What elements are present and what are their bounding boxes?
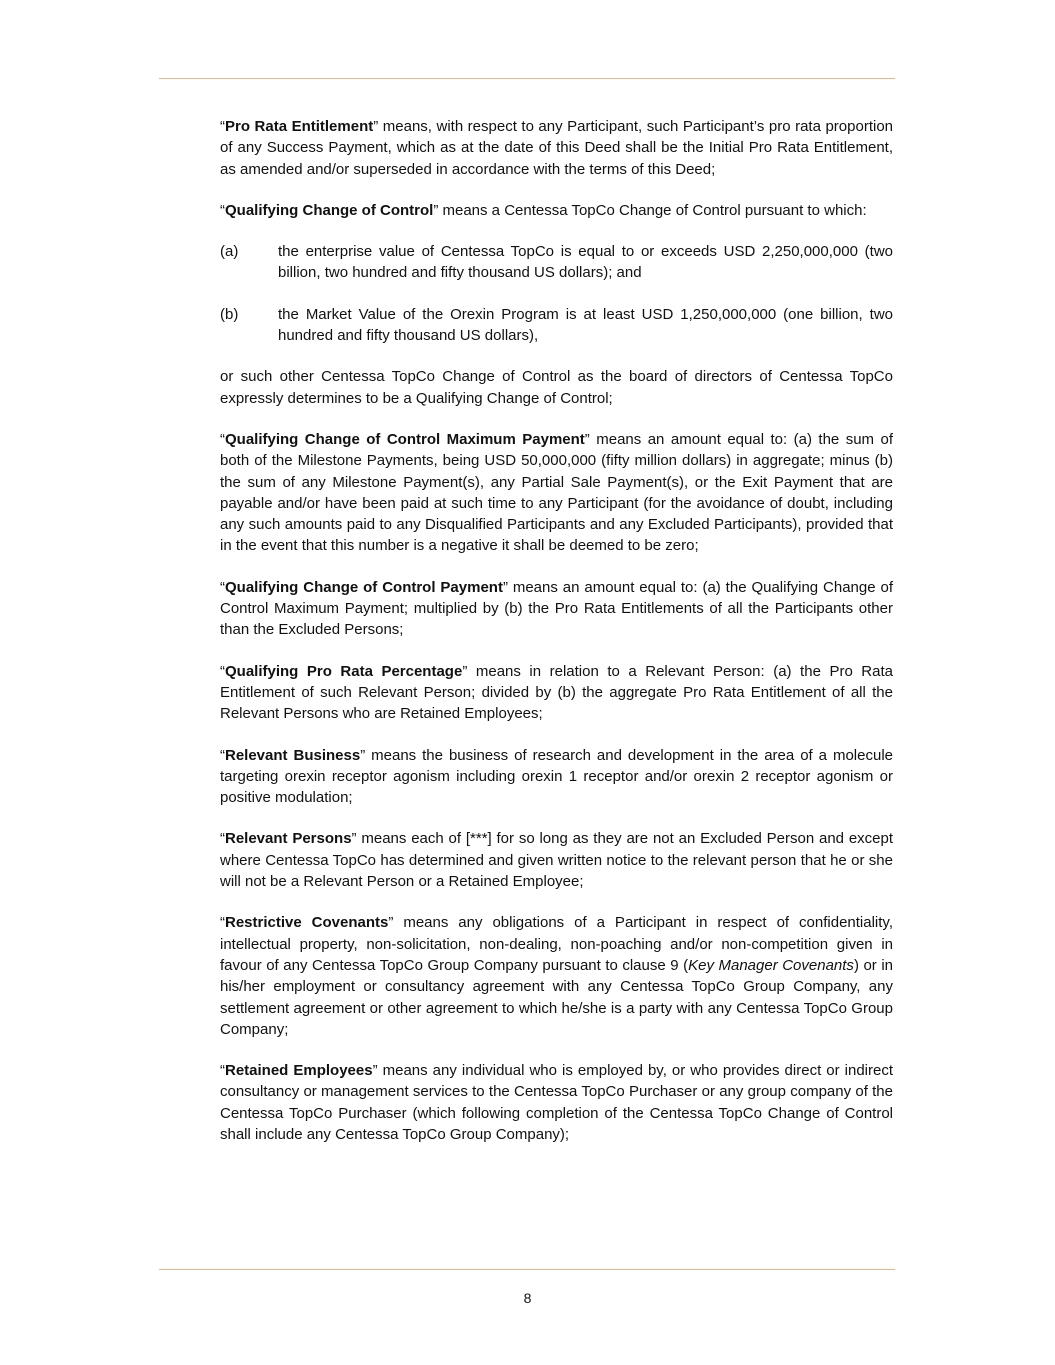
list-item-text: the enterprise value of Centessa TopCo is equal to or exceeds USD 2,250,000,000 (two billion, two hundred and fifty thousand US dollars); and bbox=[278, 243, 893, 282]
clause-reference: Key Manager Covenants bbox=[688, 956, 854, 974]
header-rule bbox=[159, 78, 895, 79]
term-restrictive-covenants: Restrictive Covenants bbox=[225, 914, 389, 932]
term-relevant-business: Relevant Business bbox=[225, 746, 361, 764]
page-number: 8 bbox=[523, 1290, 532, 1306]
term-qualifying-change-of-control: Qualifying Change of Control bbox=[225, 201, 434, 219]
definition-relevant-business: “Relevant Business” means the business of research and development in the area of a molecule targeting orexin receptor agonism including orexin 1 receptor and/or orexin 2 receptor agonism or positive modulation; bbox=[220, 746, 893, 807]
list-item-label: (b) bbox=[220, 305, 239, 323]
list-item-b bbox=[220, 304, 893, 347]
definition-relevant-persons: “Relevant Persons” means each of [***] for so long as they are not an Excluded Person and except where Centessa TopCo has determined and given written notice to the relevant person that he or she will not be a Relevant Person or a Retained Employee; bbox=[220, 830, 894, 891]
qcc-tail-paragraph: or such other Centessa TopCo Change of Control as the board of directors of Centessa TopCo expressly determines to be a Qualifying Change of Control; bbox=[220, 368, 893, 407]
term-relevant-persons: Relevant Persons bbox=[225, 830, 352, 848]
definition-retained-employees: “Retained Employees” means any individual who is employed by, or who provides direct or indirect consultancy or management services to the Centessa TopCo Purchaser or any group company of the Centessa TopCo Purchaser (which following completion of the Centessa TopCo Change of Control shall include any Centessa TopCo Group Company); bbox=[220, 1062, 893, 1143]
term-retained-employees: Retained Employees bbox=[225, 1062, 373, 1080]
footer-rule bbox=[159, 1269, 895, 1270]
document-body bbox=[220, 116, 893, 1165]
term-pro-rata-entitlement: Pro Rata Entitlement bbox=[225, 118, 374, 135]
definition-restrictive-covenants: “Restrictive Covenants” means any obligations of a Participant in respect of confidentiality, intellectual property, non-solicitation, non-dealing, non-poaching and/or non-competition given in favour of any Centessa TopCo Group Company pursuant to clause 9 (Key Manager Covenants) or in his/her employment or consultancy agreement with any Centessa TopCo Group Company, any settlement agreement or other agreement to which he/she is a party with any Centessa TopCo Group Company; bbox=[220, 914, 893, 1038]
term-qcc-payment: Qualifying Change of Control Payment bbox=[225, 578, 503, 596]
definition-qualifying-pro-rata-percentage: “Qualifying Pro Rata Percentage” means in relation to a Relevant Person: (a) the Pro Rata Entitlement of such Relevant Person; divided by (b) the aggregate Pro Rata Entitlement of all the Relevant Persons who are Retained Employees; bbox=[220, 662, 893, 723]
list-item-text: the Market Value of the Orexin Program is at least USD 1,250,000,000 (one billion, two hundred and fifty thousand US dollars), bbox=[278, 305, 893, 345]
list-item-label: (a) bbox=[220, 243, 239, 261]
definition-qcc-maximum-payment: “Qualifying Change of Control Maximum Payment” means an amount equal to: (a) the sum of both of the Milestone Payments, being USD 50,000,000 (fifty million dollars) in aggregate; minus (b) the sum of any Milestone Payment(s), any Partial Sale Payment(s), or the Exit Payment that are payable and/or have been paid at such time to any Participant (for the avoidance of doubt, including any such amounts paid to any Disqualified Participants and any Excluded Participants), provided that in the event that this number is a negative it shall be deemed to be zero; bbox=[220, 430, 893, 555]
term-qualifying-pro-rata-percentage: Qualifying Pro Rata Percentage bbox=[225, 662, 463, 680]
definition-qualifying-change-of-control: “Qualifying Change of Control” means a Centessa TopCo Change of Control pursuant to which: bbox=[220, 201, 867, 219]
term-qcc-maximum-payment: Qualifying Change of Control Maximum Payment bbox=[225, 430, 585, 448]
list-item-a bbox=[220, 241, 893, 284]
definition-qcc-payment: “Qualifying Change of Control Payment” means an amount equal to: (a) the Qualifying Change of Control Maximum Payment; multiplied by (b) the Pro Rata Entitlements of all the Participants other than the Excluded Persons; bbox=[220, 578, 893, 639]
definition-pro-rata-entitlement: “Pro Rata Entitlement” means, with respect to any Participant, such Participant’s pro rata proportion of any Success Payment, which as at the date of this Deed shall be the Initial Pro Rata Entitlement, as amended and/or superseded in accordance with the terms of this Deed; bbox=[220, 118, 893, 178]
